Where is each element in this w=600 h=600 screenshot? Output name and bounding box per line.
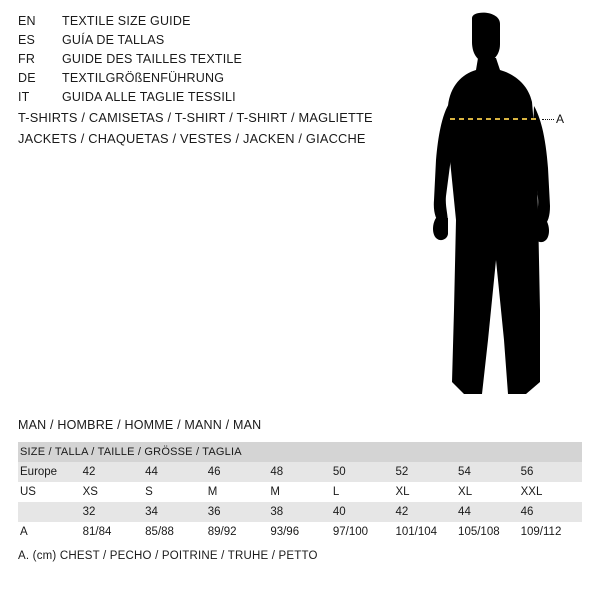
language-row (18, 52, 398, 71)
row-label (18, 502, 81, 522)
language-code: DE (18, 71, 36, 85)
garment-category-list (18, 110, 418, 152)
cell: 46 (519, 502, 582, 522)
cell: M (206, 482, 269, 502)
cell: XXL (519, 482, 582, 502)
cell: 34 (143, 502, 206, 522)
language-title: TEXTILGRÖßENFÜHRUNG (62, 71, 225, 85)
male-silhouette-icon (400, 10, 600, 410)
cell: 40 (331, 502, 394, 522)
language-list (18, 14, 398, 109)
language-title: GUIDE DES TAILLES TEXTILE (62, 52, 243, 66)
cell: 42 (81, 462, 144, 482)
language-code: IT (18, 90, 30, 104)
cell: 54 (456, 462, 519, 482)
cell: 38 (268, 502, 331, 522)
cell: 109/112 (519, 522, 582, 542)
language-title: TEXTILE SIZE GUIDE (62, 14, 191, 28)
language-row (18, 14, 398, 33)
language-code: ES (18, 33, 36, 47)
table-row (18, 482, 582, 502)
language-row (18, 33, 398, 52)
male-figure-illustration (400, 10, 600, 410)
cell: 44 (456, 502, 519, 522)
cell: 93/96 (268, 522, 331, 542)
cell: 36 (206, 502, 269, 522)
row-label: A (18, 522, 81, 542)
cell: 85/88 (143, 522, 206, 542)
table-header-label: SIZE / TALLA / TAILLE / GRÖSSE / TAGLIA (18, 442, 582, 462)
language-row (18, 71, 398, 90)
language-code: FR (18, 52, 36, 66)
row-label: US (18, 482, 81, 502)
cell: 42 (393, 502, 456, 522)
measure-label-a: A (556, 112, 565, 126)
cell: M (268, 482, 331, 502)
row-label: Europe (18, 462, 81, 482)
cell: 105/108 (456, 522, 519, 542)
table-row (18, 502, 582, 522)
cell: S (143, 482, 206, 502)
language-row (18, 90, 398, 109)
cell: 101/104 (393, 522, 456, 542)
cell: 97/100 (331, 522, 394, 542)
cell: 32 (81, 502, 144, 522)
cell: 81/84 (81, 522, 144, 542)
size-table (18, 442, 582, 542)
cell: 46 (206, 462, 269, 482)
cell: L (331, 482, 394, 502)
cell: 89/92 (206, 522, 269, 542)
footnote: A. (cm) CHEST / PECHO / POITRINE / TRUHE / PETTO (18, 550, 318, 562)
measure-leader-line (542, 119, 554, 120)
cell: 50 (331, 462, 394, 482)
category-tshirts: T-SHIRTS / CAMISETAS / T-SHIRT / T-SHIRT / MAGLIETTE (18, 110, 373, 125)
table-title: MAN / HOMBRE / HOMME / MANN / MAN (18, 418, 262, 432)
cell: XL (393, 482, 456, 502)
language-title: GUIDA ALLE TAGLIE TESSILI (62, 90, 236, 104)
category-jackets: JACKETS / CHAQUETAS / VESTES / JACKEN / GIACCHE (18, 131, 366, 146)
cell: XL (456, 482, 519, 502)
table-row (18, 462, 582, 482)
cell: 44 (143, 462, 206, 482)
cell: XS (81, 482, 144, 502)
cell: 56 (519, 462, 582, 482)
language-title: GUÍA DE TALLAS (62, 33, 165, 47)
table-header-row (18, 442, 582, 462)
table-row (18, 522, 582, 542)
language-code: EN (18, 14, 36, 28)
cell: 52 (393, 462, 456, 482)
cell: 48 (268, 462, 331, 482)
